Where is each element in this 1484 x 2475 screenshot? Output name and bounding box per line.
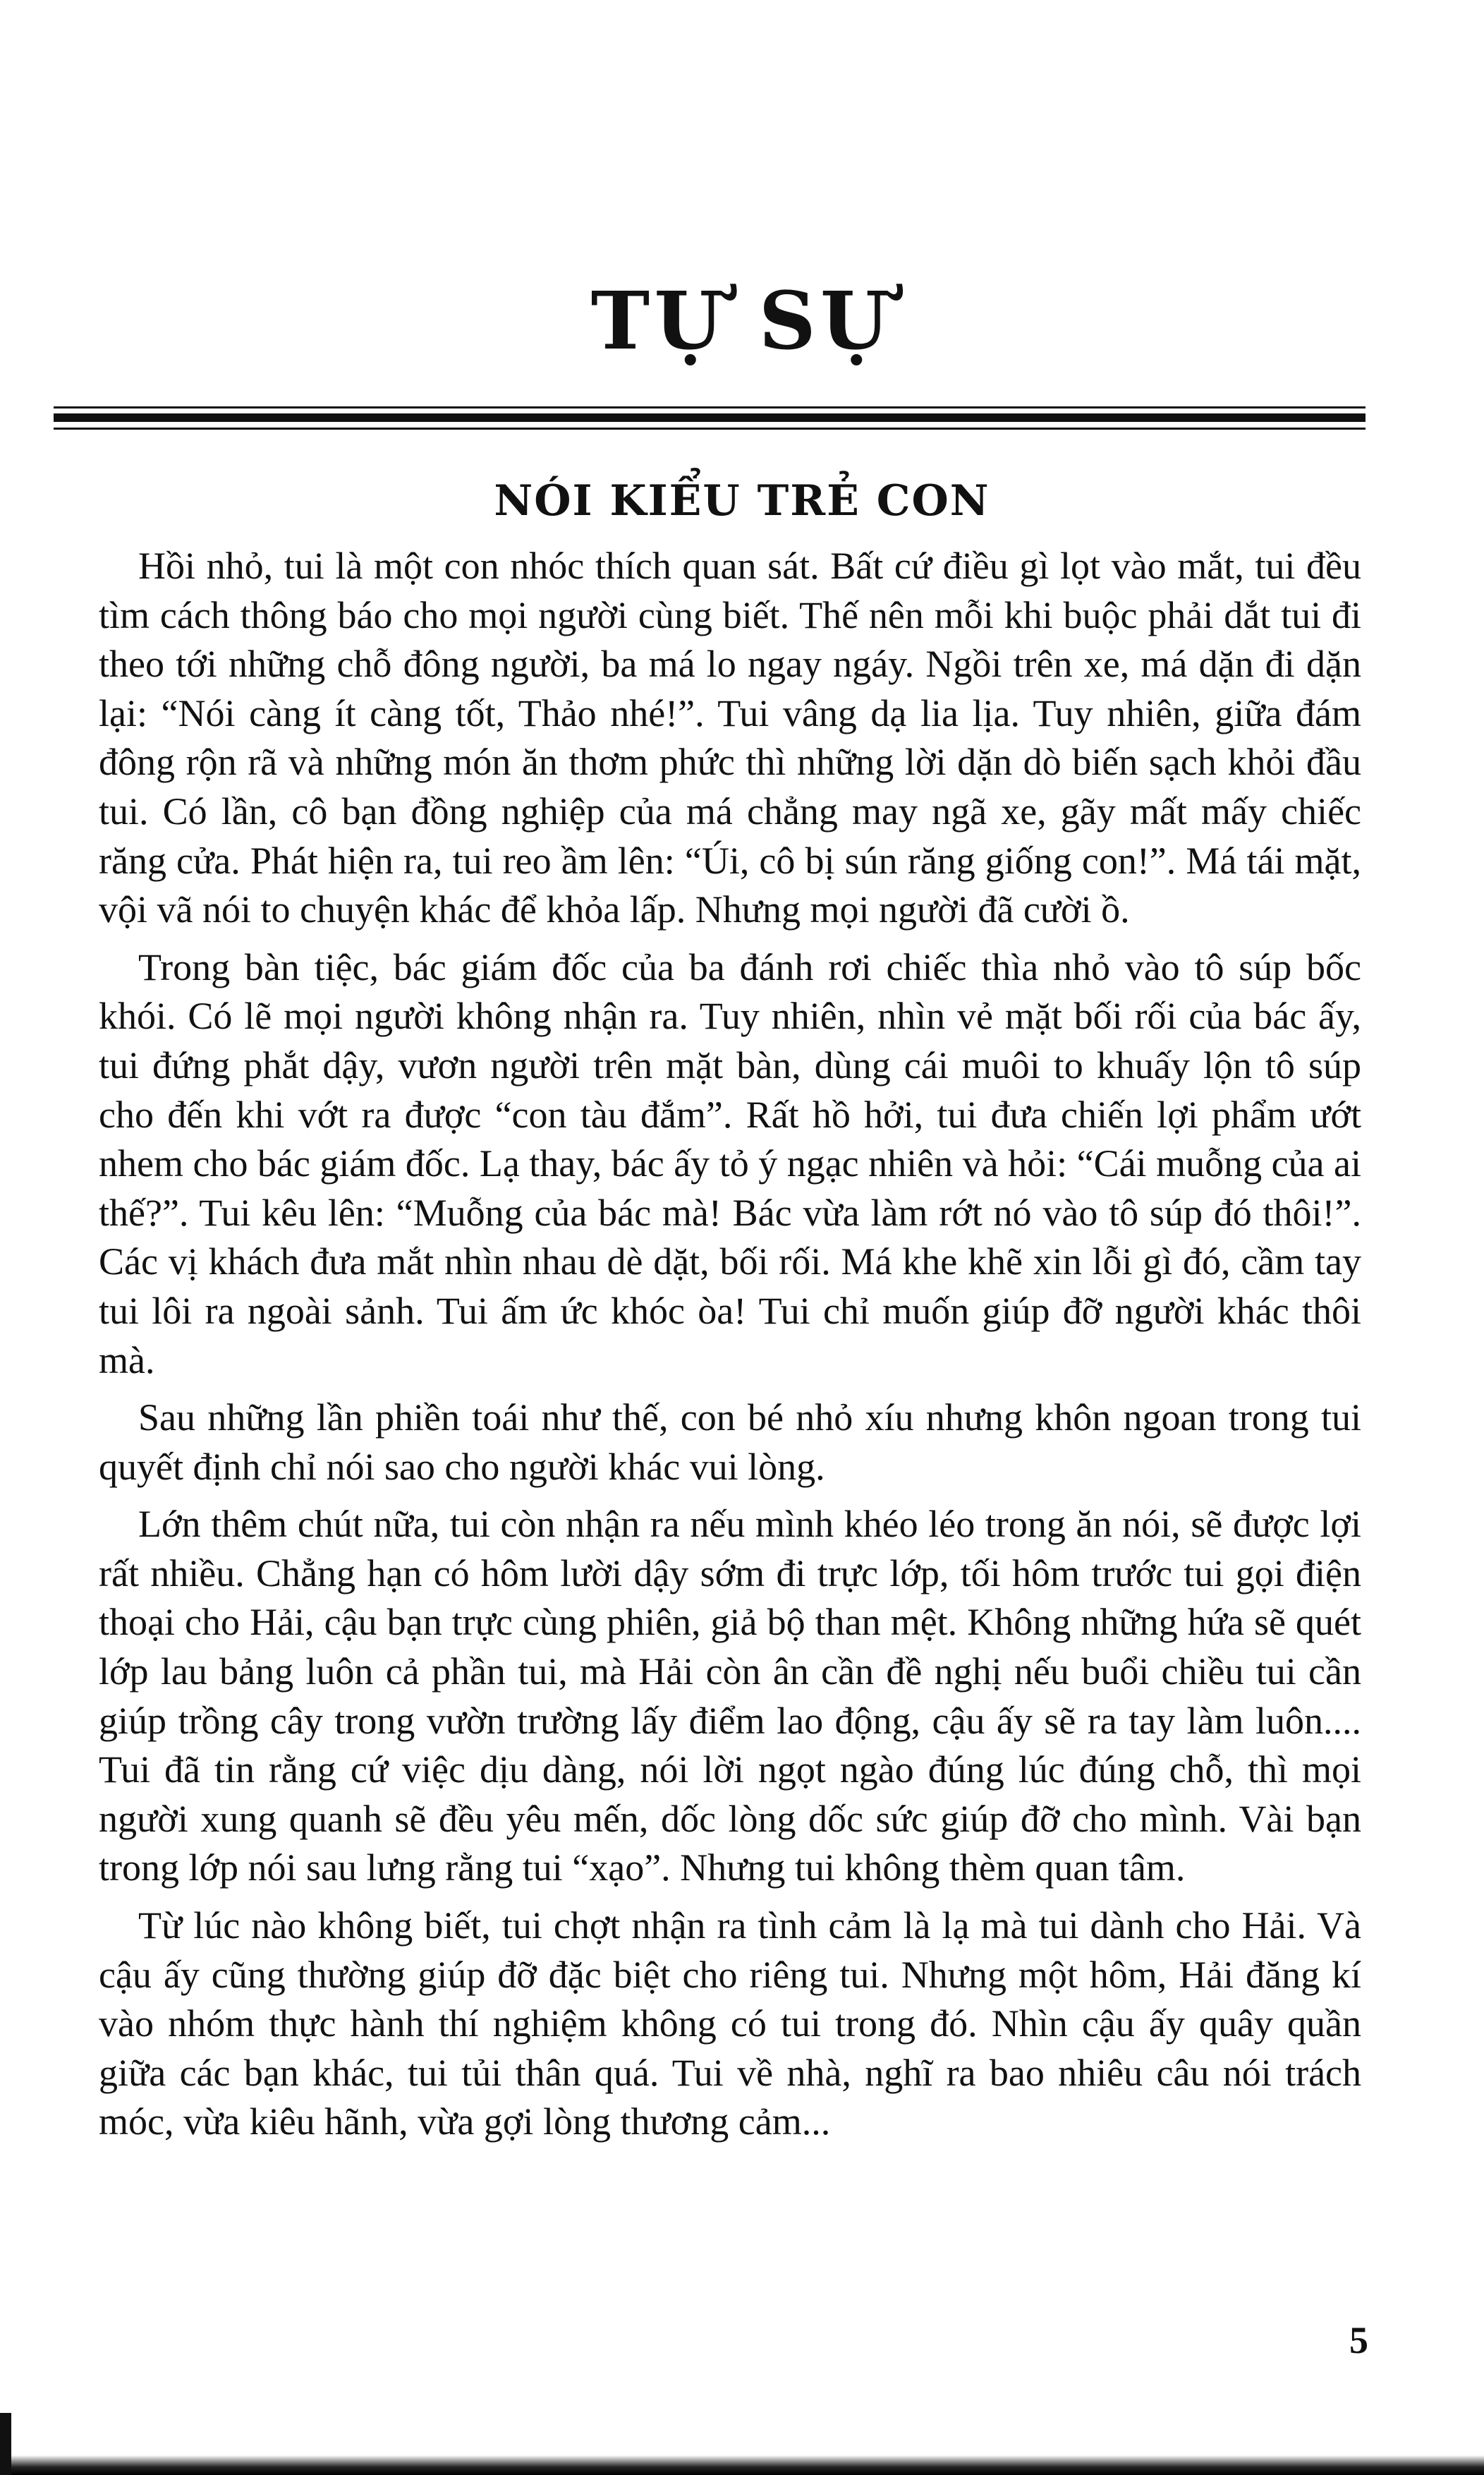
paragraph-3: Sau những lần phiền toái như thế, con bé nhỏ xíu nhưng khôn ngoan trong tui quyết định chỉ nói sao cho người khác vui lòng. bbox=[99, 1396, 1361, 1488]
paragraph-2: Trong bàn tiệc, bác giám đốc của ba đánh rơi chiếc thìa nhỏ vào tô súp bốc khói. Có lẽ mọi người không nhận ra. Tuy nhiên, nhìn vẻ mặt bối rối của bác ấy, tui đứng phắt dậy, vươn người trên mặt bàn, dùng cái muôi to khuấy lộn tô súp cho đến khi vớt ra được “con tàu đắm”. Rất hồ hởi, tui đưa chiến lợi phẩm ướt nhem cho bác giám đốc. Lạ thay, bác ấy tỏ ý ngạc nhiên và hỏi: “Cái muỗng của ai thế?”. Tui kêu lên: “Muỗng của bác mà! Bác vừa làm rớt nó vào tô súp đó thôi!”. Các vị khách đưa mắt nhìn nhau dè dặt, bối rối. Má khe khẽ xin lỗi gì đó, cầm tay tui lôi ra ngoài sảnh. Tui ấm ức khóc òa! Tui chỉ muốn giúp đỡ người khác thôi mà. bbox=[99, 945, 1361, 1381]
divider-top-thin bbox=[54, 406, 1366, 409]
paragraph-1: Hồi nhỏ, tui là một con nhóc thích quan sát. Bất cứ điều gì lọt vào mắt, tui đều tìm cách thông báo cho mọi người cùng biết. Thế nên mỗi khi buộc phải dắt tui đi theo tới những chỗ đông người, ba má lo ngay ngáy. Ngồi trên xe, má dặn đi dặn lại: “Nói càng ít càng tốt, Thảo nhé!”. Tui vâng dạ lia lịa. Tuy nhiên, giữa đám đông rộn rã và những món ăn thơm phức thì những lời dặn dò biến sạch khỏi đầu tui. Có lần, cô bạn đồng nghiệp của má chẳng may ngã xe, gãy mất mấy chiếc răng cửa. Phát hiện ra, tui reo ầm lên: “Úi, cô bị sún răng giống con!”. Má tái mặt, vội vã nói to chuyện khác để khỏa lấp. Nhưng mọi người đã cười ồ. bbox=[99, 545, 1361, 931]
body-text bbox=[99, 542, 1361, 2155]
scan-bottom-edge bbox=[0, 2455, 1484, 2475]
chapter-title: TỰ SỰ bbox=[590, 275, 894, 368]
page-number: 5 bbox=[1349, 2319, 1368, 2361]
section-title: NÓI KIỂU TRẺ CON bbox=[494, 476, 990, 526]
paragraph-4: Lớn thêm chút nữa, tui còn nhận ra nếu mình khéo léo trong ăn nói, sẽ được lợi rất nhiều. Chẳng hạn có hôm lười dậy sớm đi trực lớp, tối hôm trước tui gọi điện thoại cho Hải, cậu bạn trực cùng phiên, giả bộ than mệt. Không những hứa sẽ quét lớp lau bảng luôn cả phần tui, mà Hải còn ân cần đề nghị nếu buổi chiều tui cần giúp trồng cây trong vườn trường lấy điểm lao động, cậu ấy sẽ ra tay làm luôn.... Tui đã tin rằng cứ việc dịu dàng, nói lời ngọt ngào đúng lúc đúng chỗ, thì mọi người xung quanh sẽ đều yêu mến, dốc lòng dốc sức giúp đỡ cho mình. Vài bạn trong lớp nói sau lưng rằng tui “xạo”. Nhưng tui không thèm quan tâm. bbox=[99, 1503, 1361, 1889]
scan-left-edge bbox=[0, 2413, 11, 2475]
divider-thick bbox=[54, 413, 1366, 422]
divider-thin bbox=[54, 428, 1366, 430]
paragraph-5: Từ lúc nào không biết, tui chợt nhận ra tình cảm là lạ mà tui dành cho Hải. Và cậu ấy cũng thường giúp đỡ đặc biệt cho riêng tui. Nhưng một hôm, Hải đăng kí vào nhóm thực hành thí nghiệm không có tui trong đó. Nhìn cậu ấy quây quần giữa các bạn khác, tui tủi thân quá. Tui về nhà, nghĩ ra bao nhiêu câu nói trách móc, vừa kiêu hãnh, vừa gợi lòng thương cảm... bbox=[99, 1904, 1361, 2143]
